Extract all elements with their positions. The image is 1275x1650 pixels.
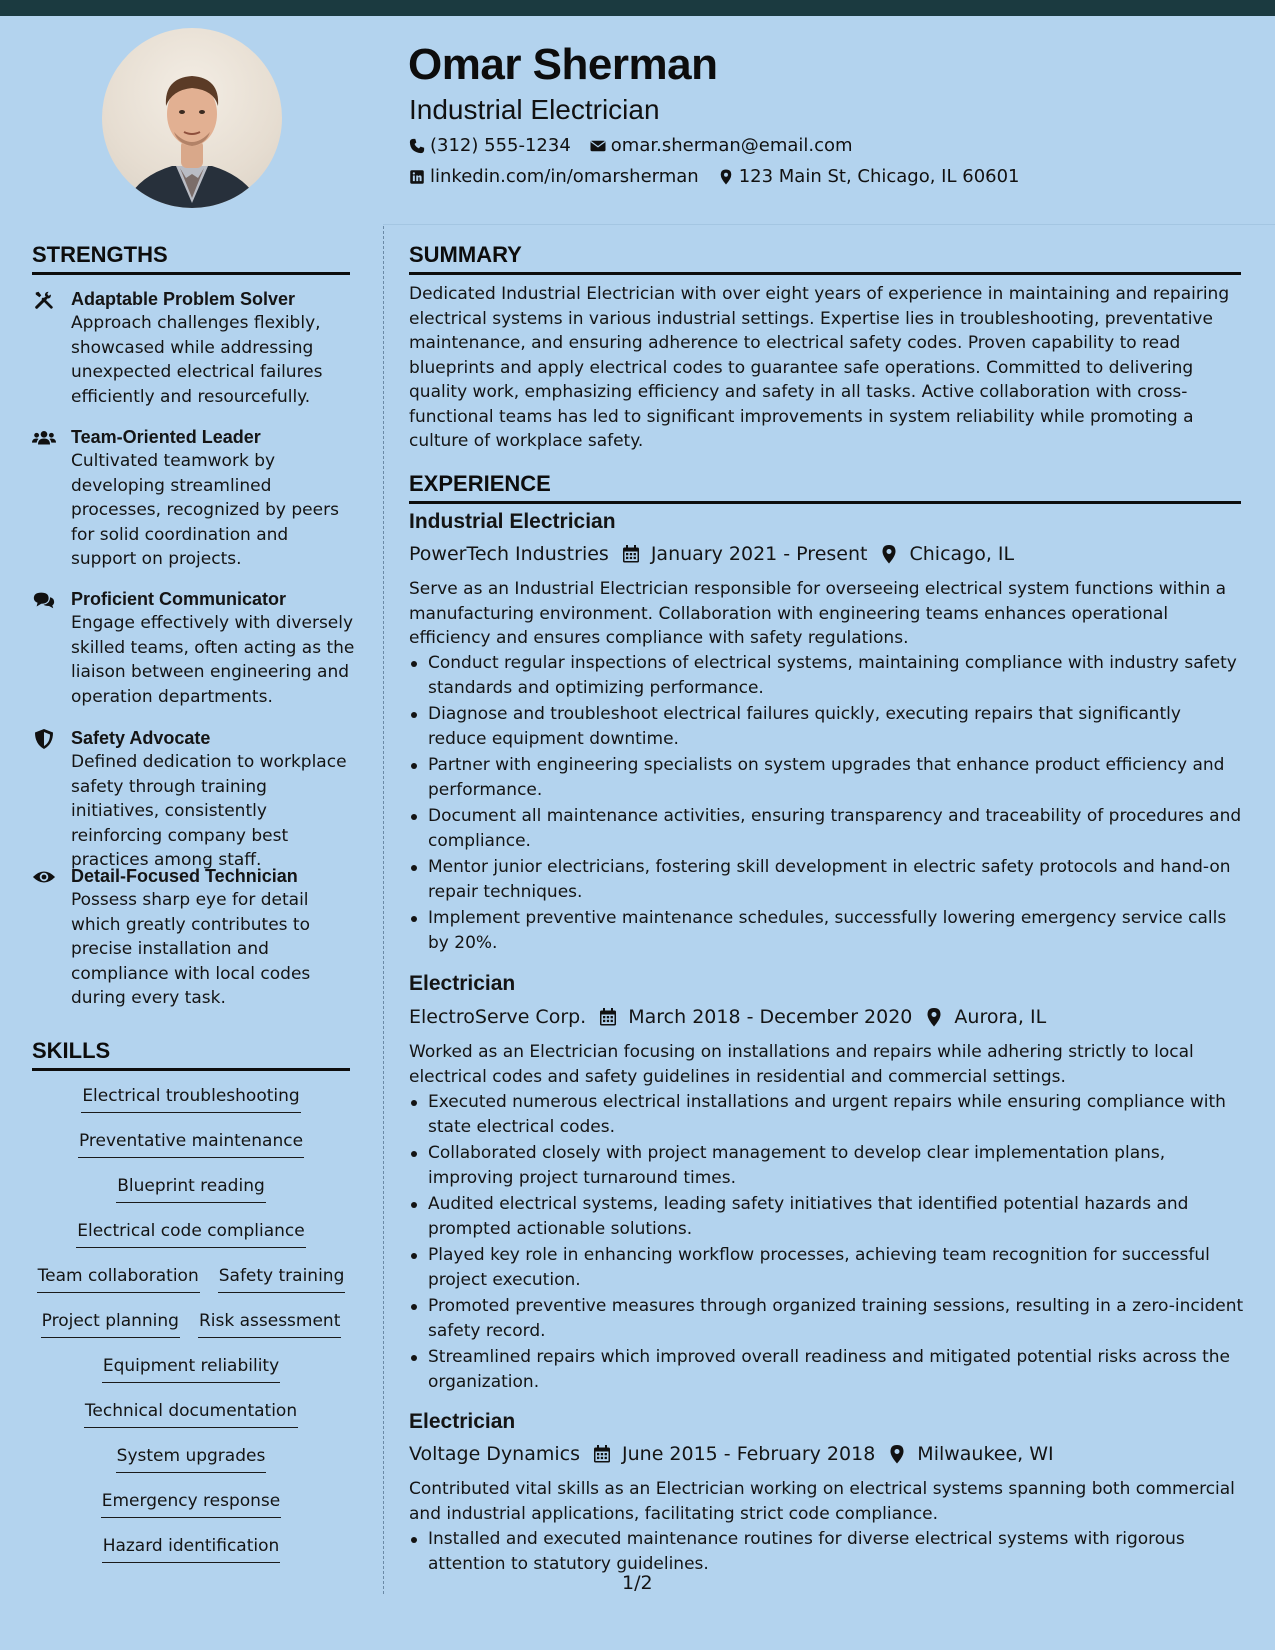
skill-tag: Emergency response [101, 1489, 282, 1518]
strength-desc: Engage effectively with diversely skilled teams, often acting as the liaison between engineering and operation departments. [71, 613, 355, 707]
skill-row [32, 1354, 350, 1399]
job-meta [409, 1006, 1046, 1028]
strength-item [32, 726, 357, 873]
email-item[interactable] [589, 135, 853, 156]
envelope-icon [589, 137, 607, 155]
job-meta [409, 1443, 1054, 1465]
strengths-heading: STRENGTHS [32, 242, 168, 267]
phone-item[interactable] [408, 135, 571, 156]
skill-tag: Risk assessment [198, 1309, 341, 1338]
job-title: Industrial Electrician [409, 510, 616, 533]
strength-title: Adaptable Problem Solver [71, 289, 296, 309]
candidate-title: Industrial Electrician [409, 94, 660, 125]
bullet-item: Promoted preventive measures through organized training sessions, resulting in a zero-incident safety record. [409, 1294, 1244, 1343]
job-company: ElectroServe Corp. [409, 1006, 587, 1028]
phone-icon [408, 137, 426, 155]
job-dates: March 2018 - December 2020 [628, 1006, 913, 1028]
shield-icon [32, 728, 56, 750]
job-title: Electrician [409, 972, 516, 995]
calendar-icon [598, 1007, 618, 1027]
users-icon [32, 427, 56, 449]
address-item [717, 166, 1020, 187]
strength-title: Team-Oriented Leader [71, 427, 261, 447]
bullet-item: Executed numerous electrical installations and urgent repairs while ensuring compliance with state electrical codes. [409, 1090, 1244, 1139]
strength-title: Proficient Communicator [71, 589, 287, 609]
map-marker-icon [924, 1007, 944, 1027]
skills-rule [32, 1068, 350, 1071]
bullet-item: Audited electrical systems, leading safety initiatives that identified potential hazards and prompted actionable solutions. [409, 1192, 1244, 1241]
phone-text: (312) 555-1234 [430, 135, 571, 156]
bullet-item: Mentor junior electricians, fostering skill development in electric safety protocols and hand-on repair techniques. [409, 855, 1244, 904]
job-company: Voltage Dynamics [409, 1443, 580, 1465]
strength-item [32, 864, 357, 1011]
job-bullets [409, 1090, 1244, 1396]
summary-heading: SUMMARY [409, 242, 522, 267]
skill-row [32, 1534, 350, 1579]
skill-row [32, 1084, 350, 1129]
skill-row [32, 1174, 350, 1219]
skill-tag: Preventative maintenance [78, 1129, 304, 1158]
strength-desc: Cultivated teamwork by developing streamlined processes, recognized by peers for solid coordination and support on projects. [71, 451, 339, 569]
bullet-item: Conduct regular inspections of electrical systems, maintaining compliance with industry safety standards and optimizing performance. [409, 651, 1244, 700]
summary-rule [409, 272, 1241, 275]
job-bullets [409, 1527, 1244, 1578]
email-text: omar.sherman@email.com [610, 135, 853, 156]
calendar-icon [592, 1444, 612, 1464]
skill-row [32, 1444, 350, 1489]
strength-title: Detail-Focused Technician [71, 866, 298, 886]
skill-tag: Electrical troubleshooting [81, 1084, 300, 1113]
strength-item [32, 425, 357, 572]
job-location: Aurora, IL [954, 1006, 1047, 1028]
address-text: 123 Main St, Chicago, IL 60601 [738, 166, 1020, 187]
bullet-item: Played key role in enhancing workflow processes, achieving team recognition for successful project execution. [409, 1243, 1244, 1292]
skills-list [32, 1084, 350, 1579]
tools-icon [32, 289, 56, 311]
strength-item [32, 587, 357, 709]
skill-row [32, 1489, 350, 1534]
job-meta [409, 543, 1014, 565]
job-description: Serve as an Industrial Electrician responsible for overseeing electrical system functions within a manufacturing environment. Collaboration with engineering teams enhances operational efficiency and ensures compliance with safety regulations. [409, 579, 1227, 648]
skills-heading: SKILLS [32, 1038, 111, 1063]
experience-heading: EXPERIENCE [409, 471, 551, 496]
bullet-item: Installed and executed maintenance routines for diverse electrical systems with rigorous attention to statutory guidelines. [409, 1527, 1244, 1576]
skill-tag: Project planning [41, 1309, 180, 1338]
strengths-rule [32, 272, 350, 275]
job-dates: January 2021 - Present [650, 543, 868, 565]
skill-tag: Technical documentation [84, 1399, 298, 1428]
calendar-icon [621, 544, 641, 564]
page-number: 1/2 [622, 1572, 653, 1594]
linkedin-item[interactable] [408, 166, 699, 187]
experience-rule [409, 501, 1241, 504]
bullet-item: Diagnose and troubleshoot electrical failures quickly, executing repairs that significantly reduce equipment downtime. [409, 702, 1244, 751]
bullet-item: Partner with engineering specialists on system upgrades that enhance product efficiency and performance. [409, 753, 1244, 802]
eye-icon [32, 866, 56, 888]
candidate-name: Omar Sherman [408, 40, 718, 89]
skill-tag: System upgrades [116, 1444, 267, 1473]
skill-tag: Blueprint reading [116, 1174, 266, 1203]
skill-tag: Electrical code compliance [76, 1219, 305, 1248]
comments-icon [32, 589, 56, 611]
job-location: Chicago, IL [909, 543, 1015, 565]
bullet-item: Document all maintenance activities, ensuring transparency and traceability of procedures and compliance. [409, 804, 1244, 853]
linkedin-text: linkedin.com/in/omarsherman [430, 166, 699, 187]
profile-photo [102, 28, 282, 208]
skill-tag: Team collaboration [37, 1264, 200, 1293]
summary-text: Dedicated Industrial Electrician with over eight years of experience in maintaining and repairing electrical systems in various industrial settings. Expertise lies in troubleshooting, preventative maintenance, and ensuring adherence to electrical safety codes. Proven capability to read blueprints and apply electrical codes to guarantee safe operations. Committed to delivering quality work, emphasizing efficiency and safety in all tasks. Active collaboration with cross-functional teams has led to significant improvements in system reliability while promoting a culture of workplace safety. [409, 284, 1230, 451]
map-marker-icon [879, 544, 899, 564]
strength-item [32, 287, 357, 409]
skill-row [32, 1399, 350, 1444]
linkedin-icon [408, 168, 426, 186]
job-title: Electrician [409, 1410, 516, 1433]
header-separator [383, 224, 1275, 225]
skill-row [32, 1219, 350, 1264]
strength-desc: Approach challenges flexibly, showcased while addressing unexpected electrical failures efficiently and resourcefully. [71, 313, 323, 407]
skill-tag: Equipment reliability [102, 1354, 280, 1383]
map-marker-icon [887, 1444, 907, 1464]
job-location: Milwaukee, WI [917, 1443, 1054, 1465]
top-bar [0, 0, 1275, 16]
strength-desc: Defined dedication to workplace safety through training initiatives, consistently reinforcing company best practices among staff. [71, 752, 347, 870]
job-company: PowerTech Industries [409, 543, 609, 565]
strength-desc: Possess sharp eye for detail which greatly contributes to precise installation and compliance with local codes during every task. [71, 890, 311, 1008]
bullet-item: Collaborated closely with project management to develop clear implementation plans, improving project turnaround times. [409, 1141, 1244, 1190]
contact-row-1 [408, 135, 871, 156]
contact-row-2 [408, 166, 1038, 187]
skill-tag: Safety training [218, 1264, 346, 1293]
skill-row [32, 1264, 350, 1309]
skill-row [32, 1129, 350, 1174]
strength-title: Safety Advocate [71, 728, 211, 748]
bullet-item: Streamlined repairs which improved overall readiness and mitigated potential risks across the organization. [409, 1345, 1244, 1394]
skill-tag: Hazard identification [102, 1534, 281, 1563]
job-description: Contributed vital skills as an Electrician working on electrical systems spanning both commercial and industrial applications, facilitating strict code compliance. [409, 1479, 1235, 1524]
column-divider [383, 226, 384, 1594]
bullet-item: Implement preventive maintenance schedules, successfully lowering emergency service calls by 20%. [409, 906, 1244, 955]
job-bullets [409, 651, 1244, 957]
job-description: Worked as an Electrician focusing on installations and repairs while adhering strictly to local electrical codes and safety guidelines in residential and commercial settings. [409, 1042, 1194, 1087]
job-dates: June 2015 - February 2018 [622, 1443, 876, 1465]
map-marker-icon [717, 168, 735, 186]
skill-row [32, 1309, 350, 1354]
